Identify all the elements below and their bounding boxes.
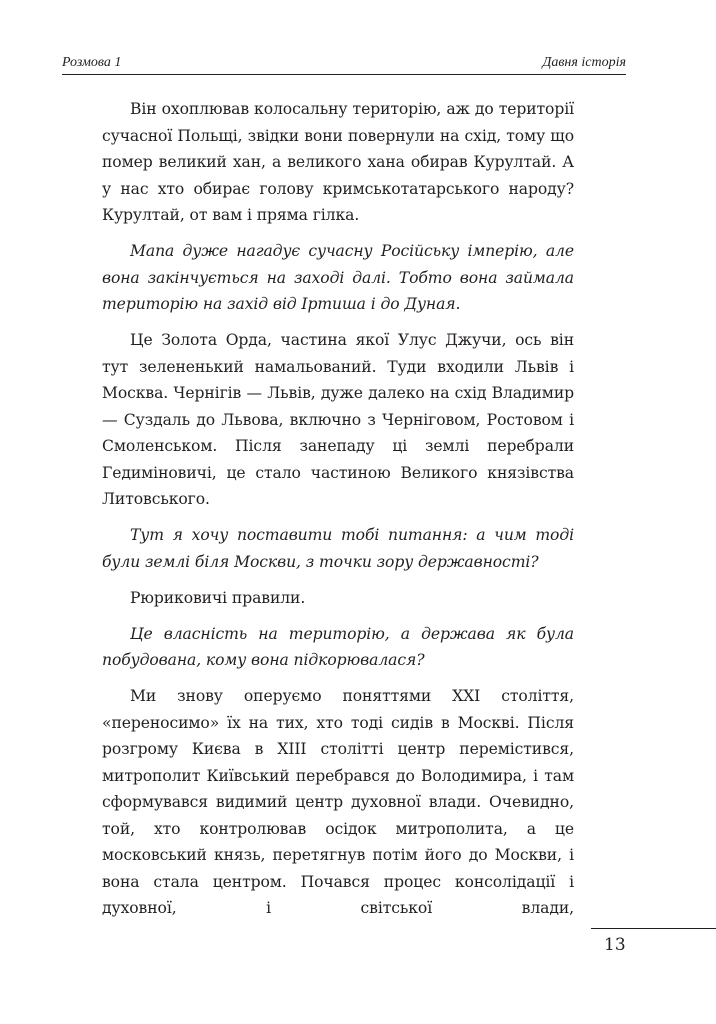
section-title: Давня історія [542,55,626,70]
footer-rule [591,928,716,929]
answer-paragraph: Це Золота Орда, частина якої Улус Джучи, ось він тут зелененький намальований. Туди входили Львів і Москва. Чернігів — Львів, дуже далеко на схід Владимир — Суздаль до Львова, включно з Черніговом, Ростовом і Смоленськом. Після занепаду ці землі перебрали Гедиміновичі, це стало частиною Великого князівства Литовського. [102,331,574,508]
answer-paragraph: Він охоплював колосальну територію, аж до території сучасної Польщі, звідки вони повернули на схід, тому що помер великий хан, а великого хана обирав Курултай. А у нас хто обирає голову кримськотатарського народу? Курултай, от вам і пряма гілка. [102,100,574,224]
answer-paragraph: Ми знову оперуємо поняттями XXI століття, «переносимо» їх на тих, хто тоді сидів в Москві. Після розгрому Києва в XIII столітті центр перемістився, митрополит Київський перебрався до Володимира, і там сформувався видимий центр духовної влади. Очевидно, той, хто контролював осідок митрополита, а це московський князь, перетягнув потім його до Москви, і вона стала центром. Почався процес консолідації і духовної, і світської влади, [102,687,574,917]
question-paragraph: Це власність на територію, а держава як була побудована, кому вона підкорювалася? [102,624,574,669]
running-header [62,54,626,75]
page-number: 13 [604,935,626,955]
chapter-label: Розмова 1 [62,55,122,70]
question-paragraph: Мапа дуже нагадує сучасну Російську імперію, але вона закінчується на заході далі. Тобто вона займала територію на захід від Іртиша і до Дуная. [102,242,574,313]
answer-paragraph: Рюриковичі правили. [130,588,306,607]
body-text [102,96,574,931]
question-paragraph: Тут я хочу поставити тобі питання: а чим тоді були землі біля Москви, з точки зору державності? [102,526,574,571]
